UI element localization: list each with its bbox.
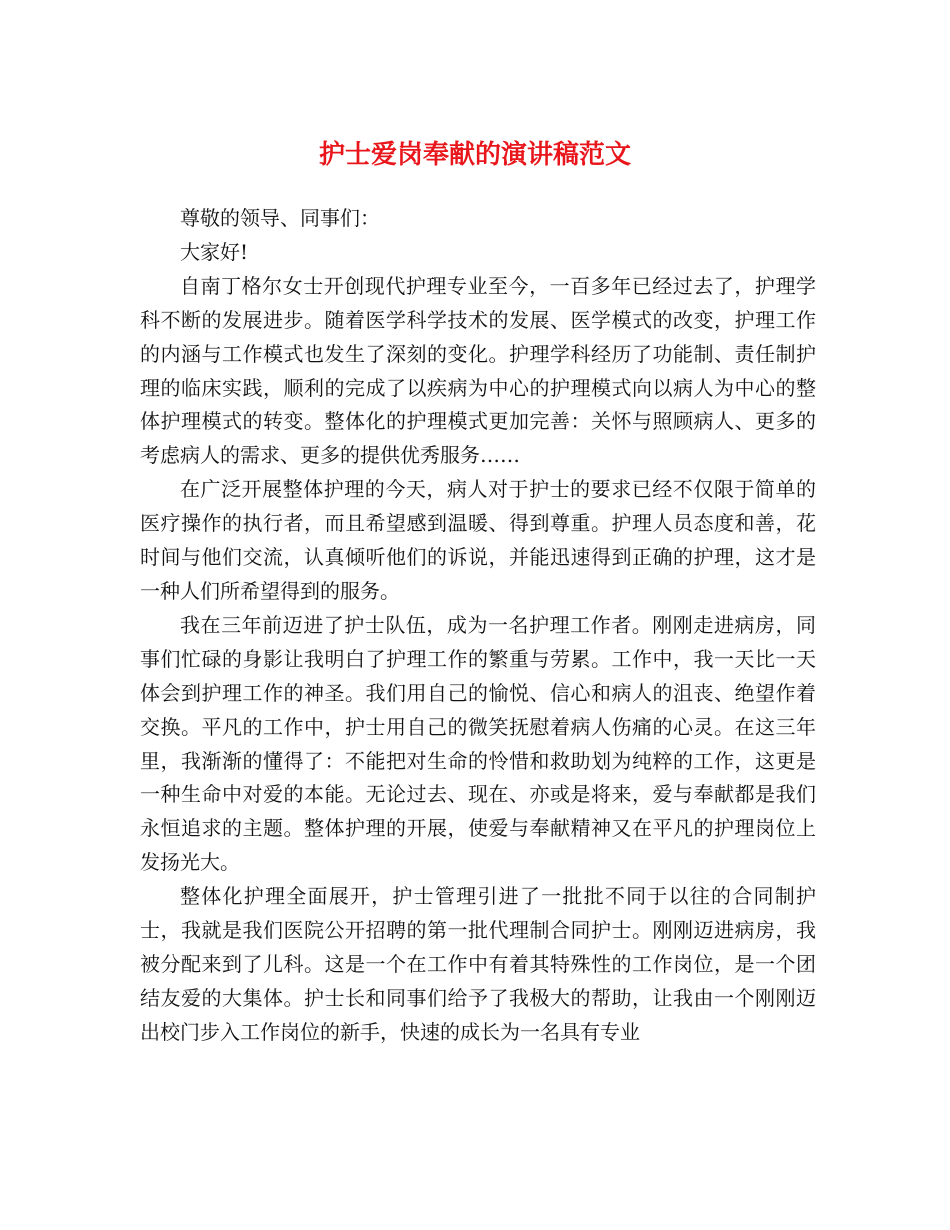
paragraph: 在广泛开展整体护理的今天，病人对于护士的要求已经不仅限于简单的医疗操作的执行者，而且希望感到温暖、得到尊重。护理人员态度和善，花时间与他们交流，认真倾听他们的诉说，并能迅速得到正确的护理，这才是一种人们所希望得到的服务。: [140, 477, 816, 603]
greeting: 大家好!: [180, 239, 249, 264]
document-body: [140, 202, 816, 1050]
salutation: 尊敬的领导、同事们：: [180, 206, 380, 230]
paragraph: 整体化护理全面展开，护士管理引进了一批批不同于以往的合同制护士，我就是我们医院公开招聘的第一批代理制合同护士。刚刚迈进病房，我被分配来到了儿科。这是一个在工作中有着其特殊性的工作岗位，是一个团结友爱的大集体。护士长和同事们给予了我极大的帮助，让我由一个刚刚迈出校门步入工作岗位的新手，快速的成长为一名具有专业: [140, 884, 816, 1044]
document-title: 护士爱岗奉献的演讲稿范文: [318, 140, 631, 170]
paragraph: 自南丁格尔女士开创现代护理专业至今，一百多年已经过去了，护理学科不断的发展进步。随着医学科学技术的发展、医学模式的改变，护理工作的内涵与工作模式也发生了深刻的变化。护理学科经历了功能制、责任制护理的临床实践，顺利的完成了以疾病为中心的护理模式向以病人为中心的整体护理模式的转变。整体化的护理模式更加完善：关怀与照顾病人、更多的考虑病人的需求、更多的提供优秀服务……: [140, 273, 816, 468]
paragraph: 我在三年前迈进了护士队伍，成为一名护理工作者。刚刚走进病房，同事们忙碌的身影让我明白了护理工作的繁重与劳累。工作中，我一天比一天体会到护理工作的神圣。我们用自己的愉悦、信心和病人的沮丧、绝望作着交换。平凡的工作中，护士用自己的微笑抚慰着病人伤痛的心灵。在这三年里，我渐渐的懂得了：不能把对生命的怜惜和救助划为纯粹的工作，这更是一种生命中对爱的本能。无论过去、现在、亦或是将来，爱与奉献都是我们永恒追求的主题。整体护理的开展，使爱与奉献精神又在平凡的护理岗位上发扬光大。: [140, 612, 816, 875]
